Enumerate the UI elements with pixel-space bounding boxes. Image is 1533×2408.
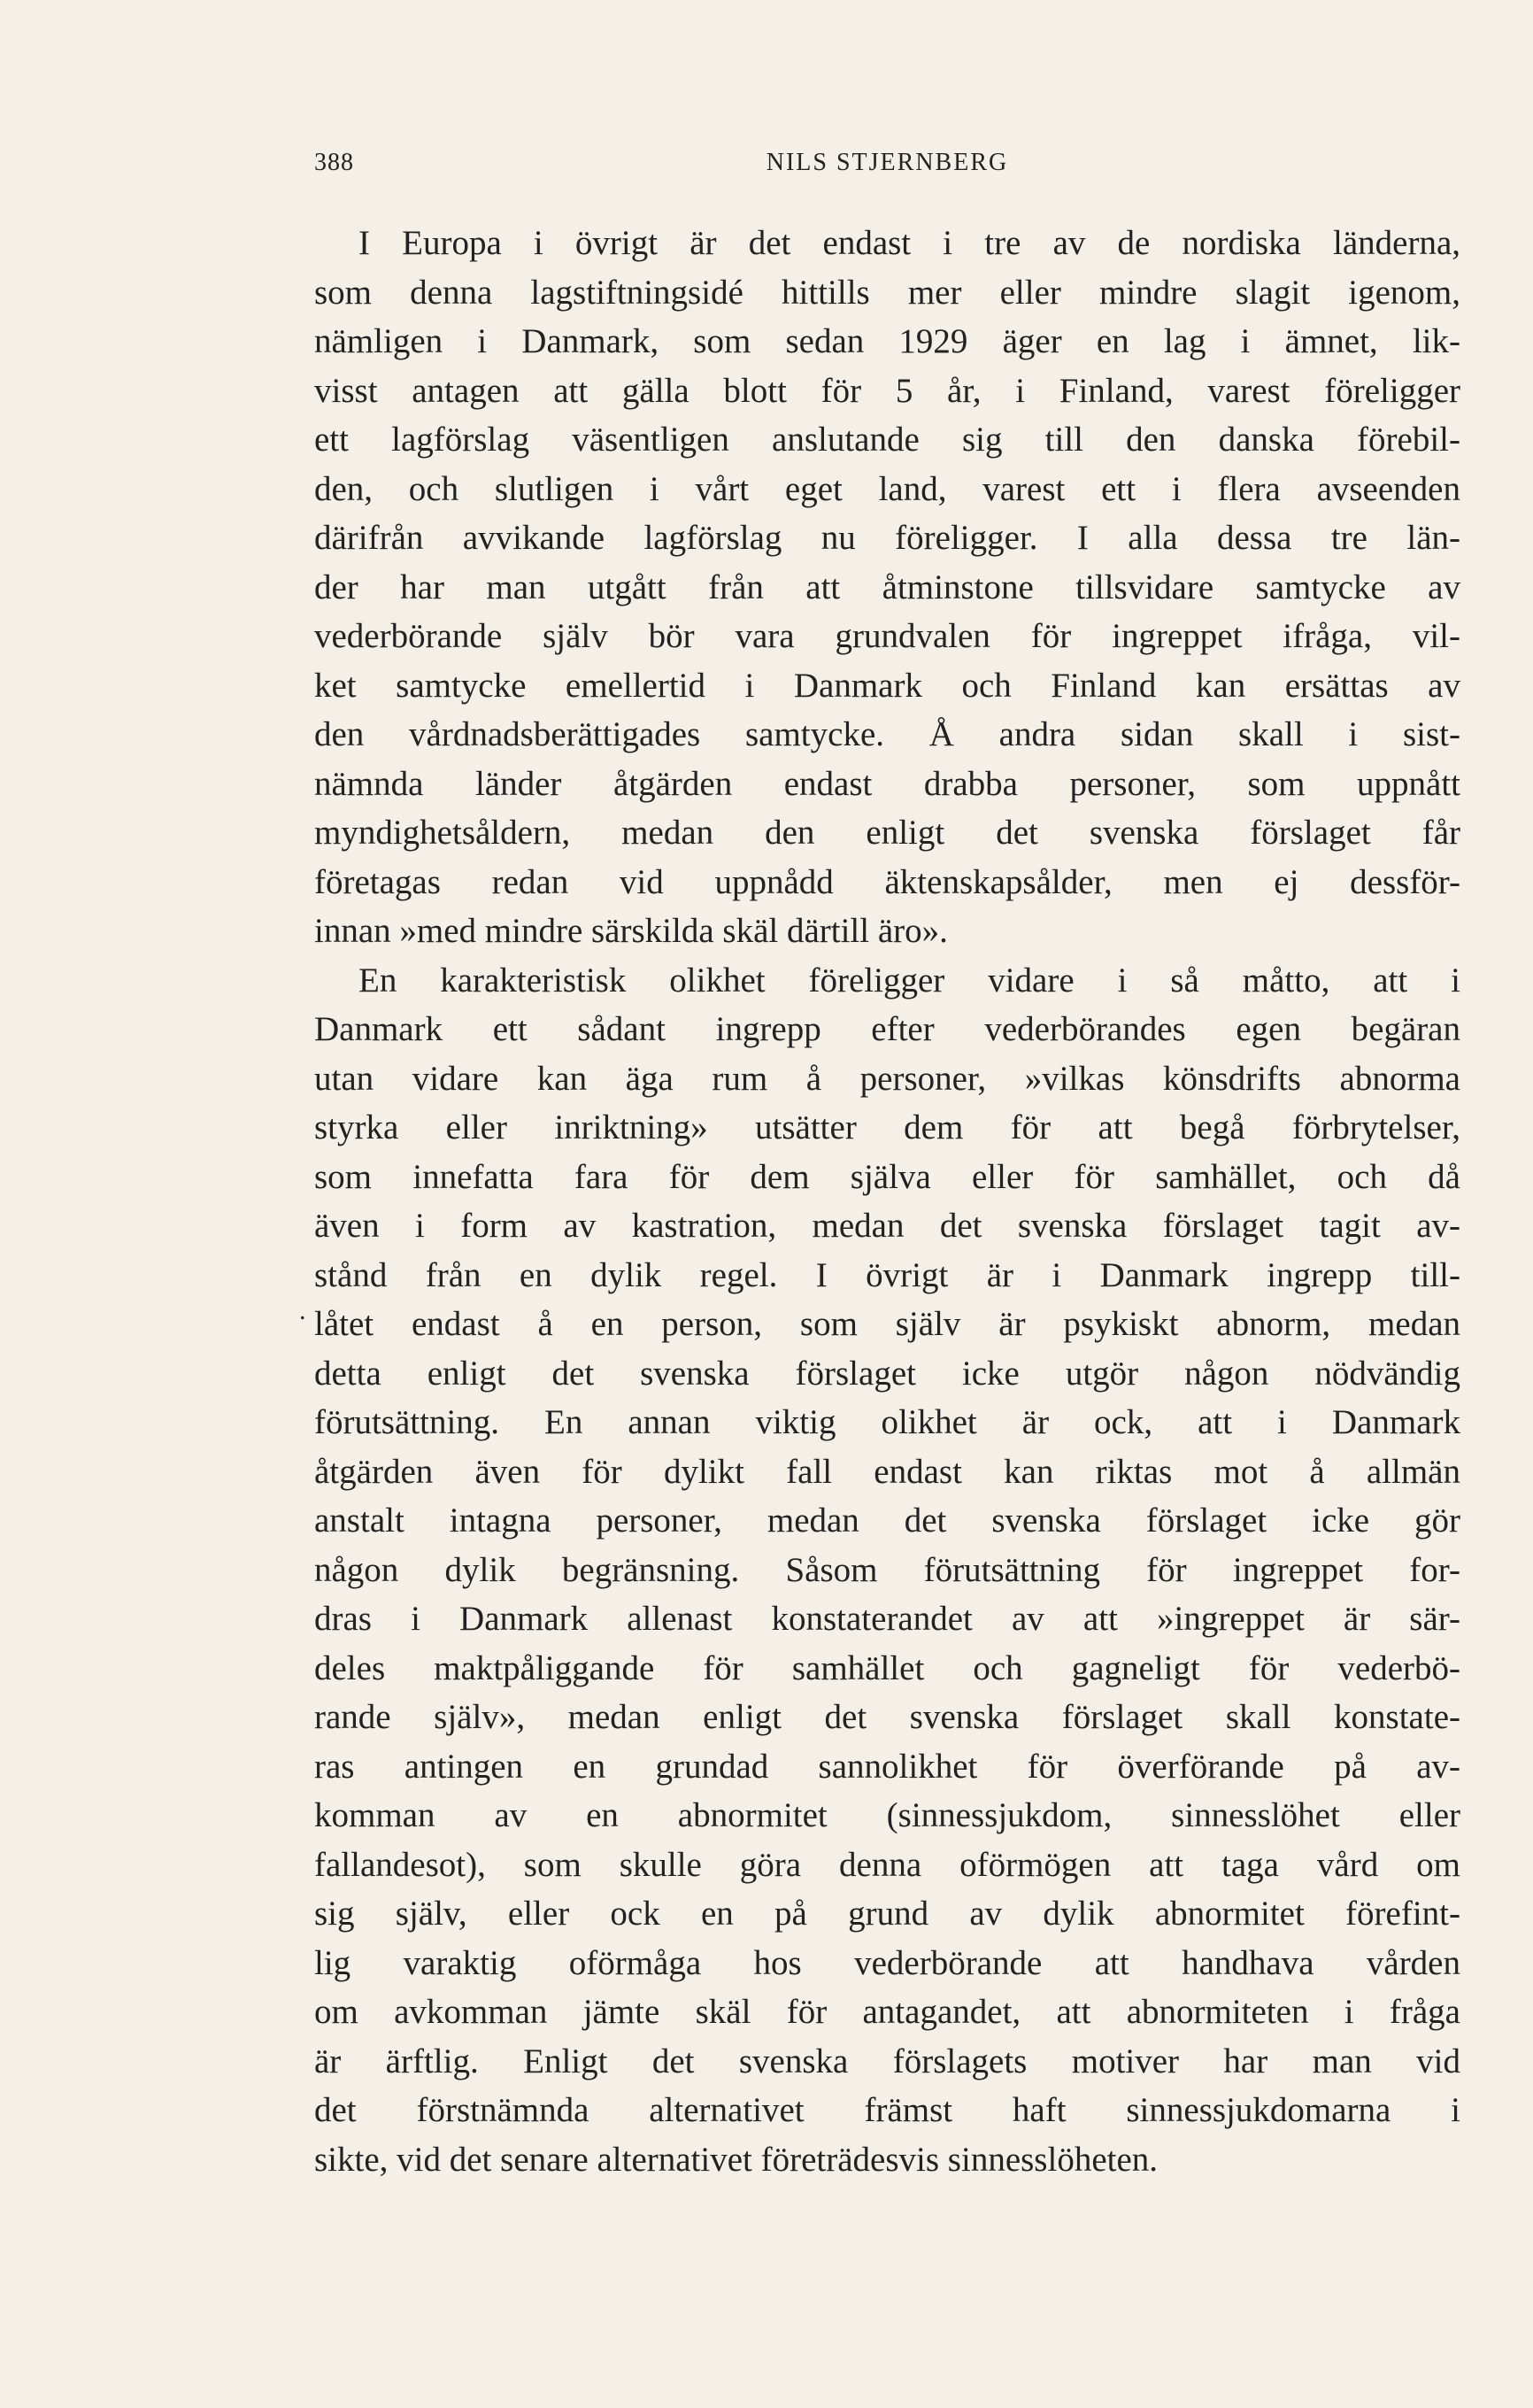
text-line: låtet endast å en person, som själv är psykiskt abnorm, medan xyxy=(314,1305,1460,1343)
text-line: fallandesot), som skulle göra denna oförmögen att taga vård om xyxy=(314,1845,1460,1884)
text-line: därifrån avvikande lagförslag nu föreligger. I alla dessa tre län- xyxy=(314,519,1460,557)
text-line: innan »med mindre särskilda skäl därtill äro». xyxy=(314,912,948,950)
text-line: ett lagförslag väsentligen anslutande sig till den danska förebil- xyxy=(314,421,1460,459)
text-line: ras antingen en grundad sannolikhet för överförande på av- xyxy=(314,1747,1460,1786)
text-line: den vårdnadsberättigades samtycke. Å andra sidan skall i sist- xyxy=(314,715,1460,753)
text-line: vederbörande själv bör vara grundvalen för ingreppet ifråga, vil- xyxy=(314,617,1460,655)
text-line: styrka eller inriktning» utsätter dem för att begå förbrytelser, xyxy=(314,1108,1460,1146)
text-line: någon dylik begränsning. Såsom förutsättning för ingreppet for- xyxy=(314,1550,1460,1589)
text-line: nämnda länder åtgärden endast drabba personer, som uppnått xyxy=(314,764,1460,803)
text-line: I Europa i övrigt är det endast i tre av de nordiska länderna, xyxy=(358,224,1460,262)
text-line: den, och slutligen i vårt eget land, varest ett i flera avseenden xyxy=(314,469,1460,508)
text-line: stånd från en dylik regel. I övrigt är i Danmark ingrepp till- xyxy=(314,1255,1460,1294)
text-line: myndighetsåldern, medan den enligt det svenska förslaget får xyxy=(314,814,1460,852)
text-line: nämligen i Danmark, som sedan 1929 äger en lag i ämnet, lik- xyxy=(314,322,1460,360)
text-line: är ärftlig. Enligt det svenska förslagets motiver har man vid xyxy=(314,2041,1460,2080)
text-line: utan vidare kan äga rum å personer, »vilkas könsdrifts abnorma xyxy=(314,1059,1460,1098)
text-line: som denna lagstiftningsidé hittills mer eller mindre slagit igenom, xyxy=(314,273,1460,312)
text-line: deles maktpåliggande för samhället och gagneligt för vederbö- xyxy=(314,1648,1460,1687)
text-line: detta enligt det svenska förslaget icke utgör någon nödvändig xyxy=(314,1354,1460,1393)
text-line: der har man utgått från att åtminstone tillsvidare samtycke av xyxy=(314,567,1460,606)
text-line: det förstnämnda alternativet främst haft sinnessjukdomarna i xyxy=(314,2091,1460,2129)
text-line: förutsättning. En annan viktig olikhet är ock, att i Danmark xyxy=(314,1403,1460,1441)
text-line: dras i Danmark allenast konstaterandet av att »ingreppet är sär- xyxy=(314,1600,1460,1638)
page-number: 388 xyxy=(314,149,354,176)
page-header xyxy=(314,149,1460,184)
text-line: sikte, vid det senare alternativet företrädesvis sinnesslöheten. xyxy=(314,2140,1159,2179)
body-text xyxy=(314,219,1460,2184)
paragraph xyxy=(314,219,1460,956)
text-line: som innefatta fara för dem själva eller för samhället, och då xyxy=(314,1157,1460,1196)
running-title: NILS STJERNBERG xyxy=(766,149,1009,176)
text-line: anstalt intagna personer, medan det svenska förslaget icke gör xyxy=(314,1501,1460,1540)
paragraph xyxy=(314,956,1460,2185)
text-line: ket samtycke emellertid i Danmark och Finland kan ersättas av xyxy=(314,666,1460,705)
text-line: komman av en abnormitet (sinnessjukdom, sinnesslöhet eller xyxy=(314,1796,1460,1834)
margin-mark: . xyxy=(299,1296,306,1325)
text-line: En karakteristisk olikhet föreligger vidare i så måtto, att i xyxy=(358,961,1460,999)
text-line: visst antagen att gälla blott för 5 år, i Finland, varest föreligger xyxy=(314,371,1460,410)
text-line: lig varaktig oförmåga hos vederbörande att handhava vården xyxy=(314,1943,1460,1982)
text-line: åtgärden även för dylikt fall endast kan riktas mot å allmän xyxy=(314,1452,1460,1491)
text-line: Danmark ett sådant ingrepp efter vederbörandes egen begäran xyxy=(314,1010,1460,1048)
text-line: företagas redan vid uppnådd äktenskapsålder, men ej dessför- xyxy=(314,862,1460,901)
text-line: sig själv, eller ock en på grund av dylik abnormitet förefint- xyxy=(314,1895,1460,1933)
text-line: om avkomman jämte skäl för antagandet, att abnormiteten i fråga xyxy=(314,1993,1460,2031)
text-line: rande själv», medan enligt det svenska förslaget skall konstate- xyxy=(314,1698,1460,1736)
text-line: även i form av kastration, medan det svenska förslaget tagit av- xyxy=(314,1207,1460,1245)
